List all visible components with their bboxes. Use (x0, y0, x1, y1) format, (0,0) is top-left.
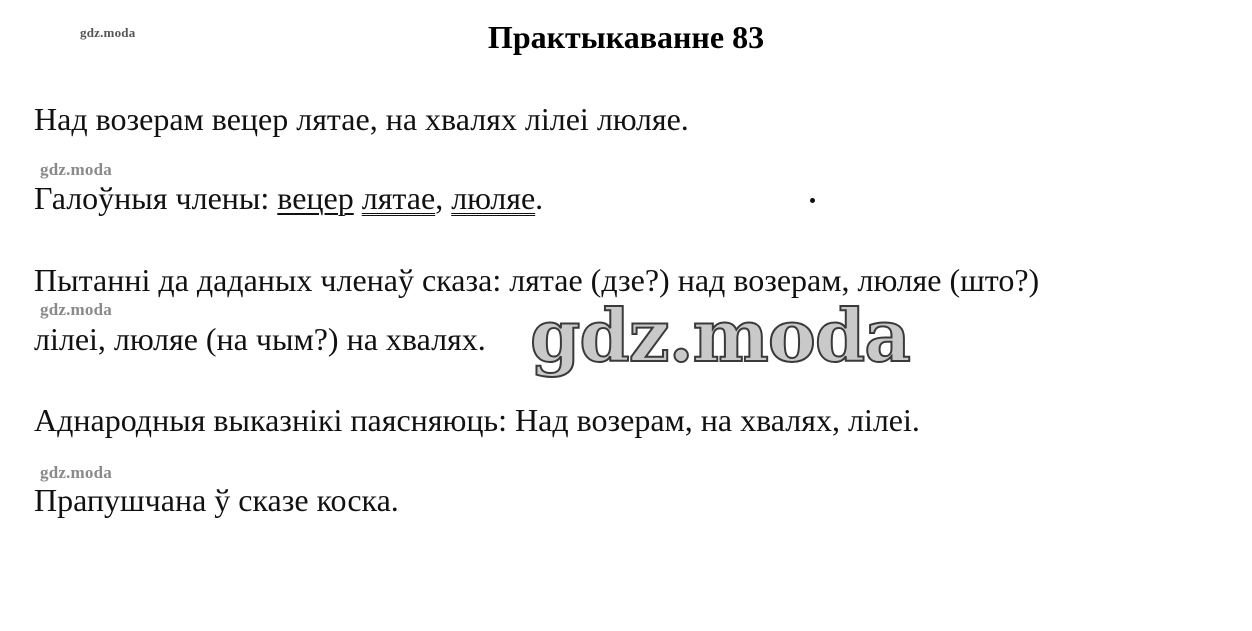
stray-dot (810, 198, 815, 203)
watermark-large: gdz.moda (530, 293, 910, 378)
watermark-line5: gdz.moda (40, 463, 112, 482)
page-title: Практыкаванне 83 (487, 19, 765, 55)
questions-line-2: лілеі, люляе (на чым?) на хвалях. (34, 321, 486, 357)
main-members-label: Галоўныя члены: (34, 180, 278, 216)
homogeneous-line: Аднародныя выказнікі паясняюць: Над возерам, на хвалях, лілеі. (34, 402, 920, 438)
watermark-top: gdz.moda (80, 25, 136, 40)
separator (354, 180, 362, 216)
questions-line-1: Пытанні да даданых членаў сказа: лятае (дзе?) над возерам, люляе (што?) (34, 262, 1040, 298)
conclusion-line: Прапушчана ў сказе коска. (34, 482, 399, 518)
line-end: . (535, 180, 544, 216)
separator: , (435, 180, 452, 216)
main-members-line (34, 180, 543, 217)
sentence-line: Над возерам вецер лятае, на хвалях лілеі люляе. (34, 101, 689, 137)
watermark-line3: gdz.moda (40, 300, 112, 319)
predicate-word-1: лятае (361, 180, 436, 216)
subject-word: вецер (277, 180, 354, 216)
predicate-word-2: люляе (451, 180, 536, 216)
watermark-line2: gdz.moda (40, 160, 112, 179)
